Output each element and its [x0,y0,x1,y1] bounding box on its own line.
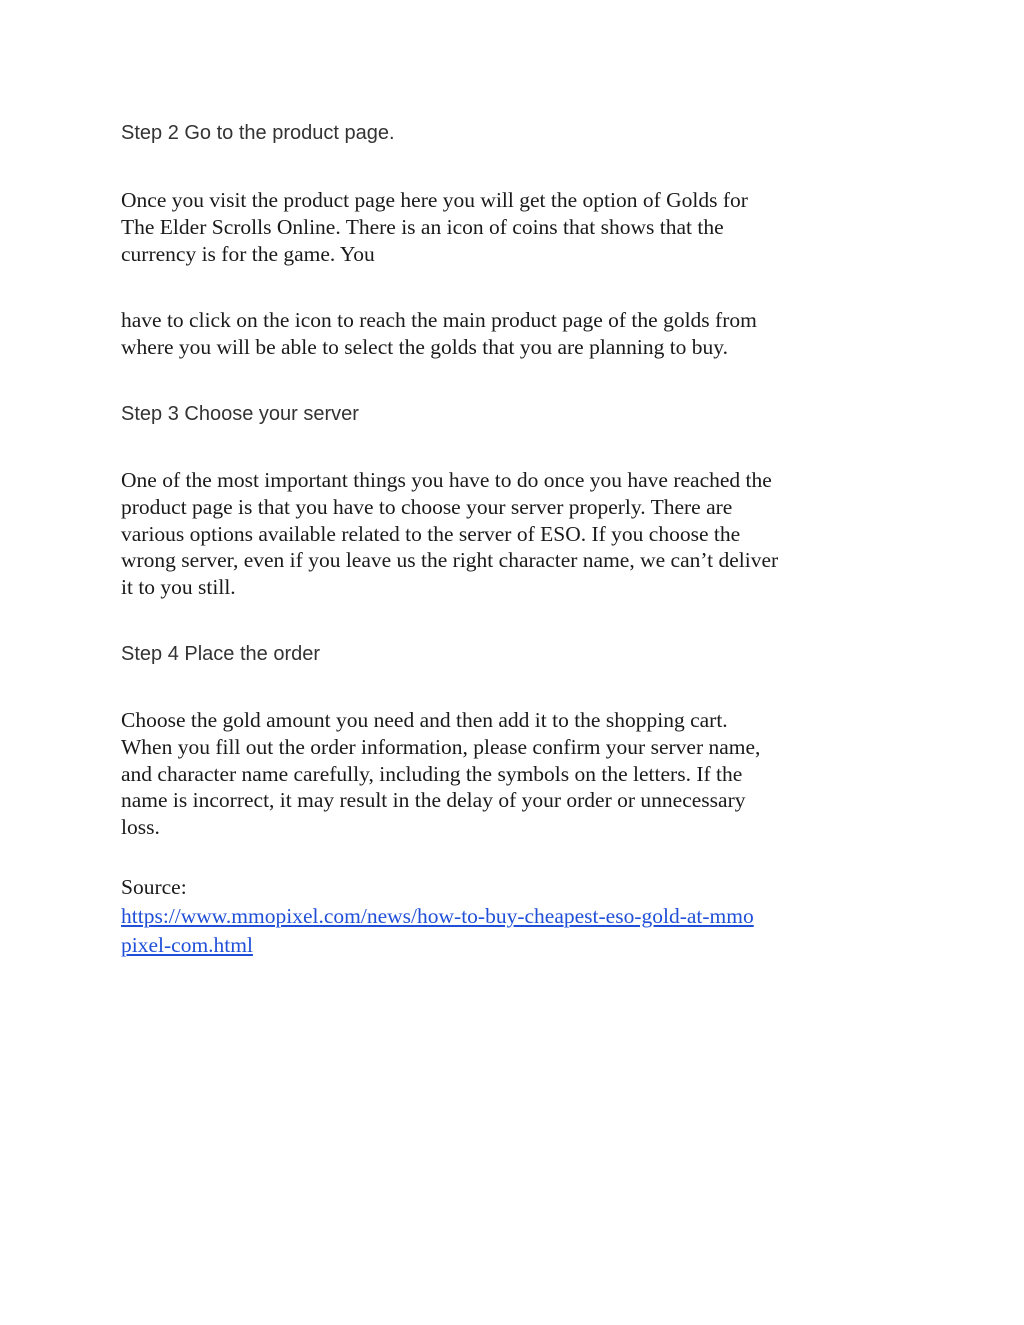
text-line: it to you still. [121,575,236,600]
text-line: various options available related to the server of ESO. If you choose the [121,521,741,546]
source-link-line[interactable]: https://www.mmopixel.com/news/how-to-buy-cheapest-eso-gold-at-mmo [121,904,754,928]
text-line: When you fill out the order information, please confirm your server name, [121,734,761,759]
text-line: name is incorrect, it may result in the delay of your order or unnecessary [121,788,746,813]
paragraph-product-page [121,187,911,267]
paragraph-click-icon [121,307,911,361]
text-line: currency is for the game. You [121,241,375,266]
text-line: One of the most important things you have to do once you have reached the [121,468,772,492]
source-label: Source: [121,875,187,899]
paragraph-place-order [121,707,911,841]
text-line: product page is that you have to choose your server properly. There are [121,494,733,519]
step-3-heading: Step 3 Choose your server [121,403,359,425]
text-line: loss. [121,815,160,840]
text-line: The Elder Scrolls Online. There is an icon of coins that shows that the [121,214,724,239]
text-line: have to click on the icon to reach the main product page of the golds from [121,308,757,332]
text-line: and character name carefully, including the symbols on the letters. If the [121,761,743,786]
step-2-heading: Step 2 Go to the product page. [121,122,395,144]
source-link-line[interactable]: pixel-com.html [121,933,253,957]
paragraph-choose-server [121,467,911,601]
step-4-heading: Step 4 Place the order [121,643,321,665]
text-line: where you will be able to select the golds that you are planning to buy. [121,334,729,359]
source-block [121,873,911,960]
text-line: Once you visit the product page here you will get the option of Golds for [121,188,748,212]
text-line: Choose the gold amount you need and then add it to the shopping cart. [121,708,728,732]
text-line: wrong server, even if you leave us the right character name, we can’t deliver [121,548,779,573]
source-link[interactable] [121,902,911,960]
